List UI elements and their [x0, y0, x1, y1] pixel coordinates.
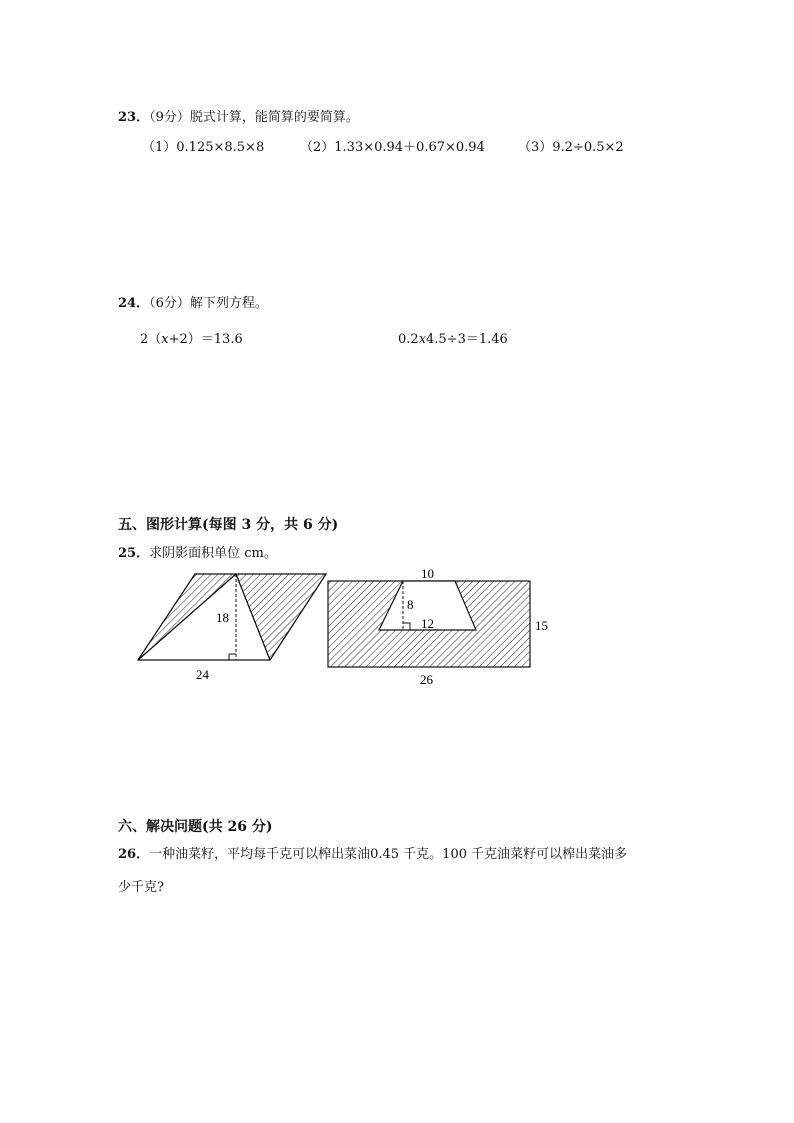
label-bottom-12: 12 — [421, 616, 434, 631]
q24-text: 解下列方程。 — [189, 296, 268, 311]
right-angle-mark — [229, 654, 236, 660]
q23-item-1: （1）0.125×8.5×8 — [142, 140, 265, 155]
section-5-title: 五、图形计算 — [118, 517, 202, 533]
label-side-15: 15 — [535, 618, 548, 633]
eq2-part-b: 4.5÷3＝1.46 — [426, 332, 508, 347]
section-6-heading — [118, 816, 272, 836]
q24-number: 24 — [118, 296, 137, 311]
q26-number: 26 — [118, 847, 137, 862]
q24-heading: 24．（6分）解下列方程。 — [118, 296, 268, 311]
eq1-part-a: 2（ — [140, 332, 162, 347]
q23-number: 23 — [118, 110, 137, 125]
q25-number: 25 — [118, 546, 137, 561]
shaded-triangle-right — [236, 574, 326, 660]
eq2-variable: x — [418, 332, 427, 347]
figure-rectangle — [328, 566, 548, 687]
q23-points: （9分） — [149, 110, 190, 125]
label-height-8: 8 — [407, 597, 414, 612]
eq1-variable: x — [161, 332, 169, 347]
q24-points: （6分） — [149, 296, 190, 311]
label-base-24: 24 — [196, 667, 209, 682]
q23-heading: 23．（9分）脱式计算，能简算的要简算。 — [118, 110, 359, 125]
eq2-part-a: 0.2 — [398, 332, 419, 347]
label-top-10: 10 — [421, 566, 434, 581]
section-6-note: (共 26 分) — [202, 819, 273, 835]
figure-parallelogram — [138, 574, 326, 682]
q26-text-1: 一种油菜籽，平均每千克可以榨出菜油0.45 千克。100 千克油菜籽可以榨出菜油多 — [149, 847, 628, 862]
section-6-title: 六、解决问题 — [118, 819, 202, 835]
q25-heading: 25．求阴影面积单位 cm。 — [118, 546, 277, 561]
q26-line-1: 26．一种油菜籽，平均每千克可以榨出菜油0.45 千克。100 千克油菜籽可以榨出菜油多 — [118, 847, 628, 862]
q23-item-2: （2）1.33×0.94＋0.67×0.94 — [300, 140, 485, 155]
label-width-26: 26 — [420, 672, 433, 687]
label-height-18: 18 — [216, 610, 229, 625]
q23-text: 脱式计算，能简算的要简算。 — [189, 110, 359, 125]
eq1-part-b: +2）＝13.6 — [168, 332, 243, 347]
q23-item-3: （3）9.2÷0.5×2 — [518, 140, 624, 155]
q26-line-2: 少千克? — [118, 880, 164, 895]
q25-text: 求阴影面积单位 cm。 — [149, 546, 277, 561]
section-5-note: (每图 3 分，共 6 分) — [202, 517, 339, 533]
